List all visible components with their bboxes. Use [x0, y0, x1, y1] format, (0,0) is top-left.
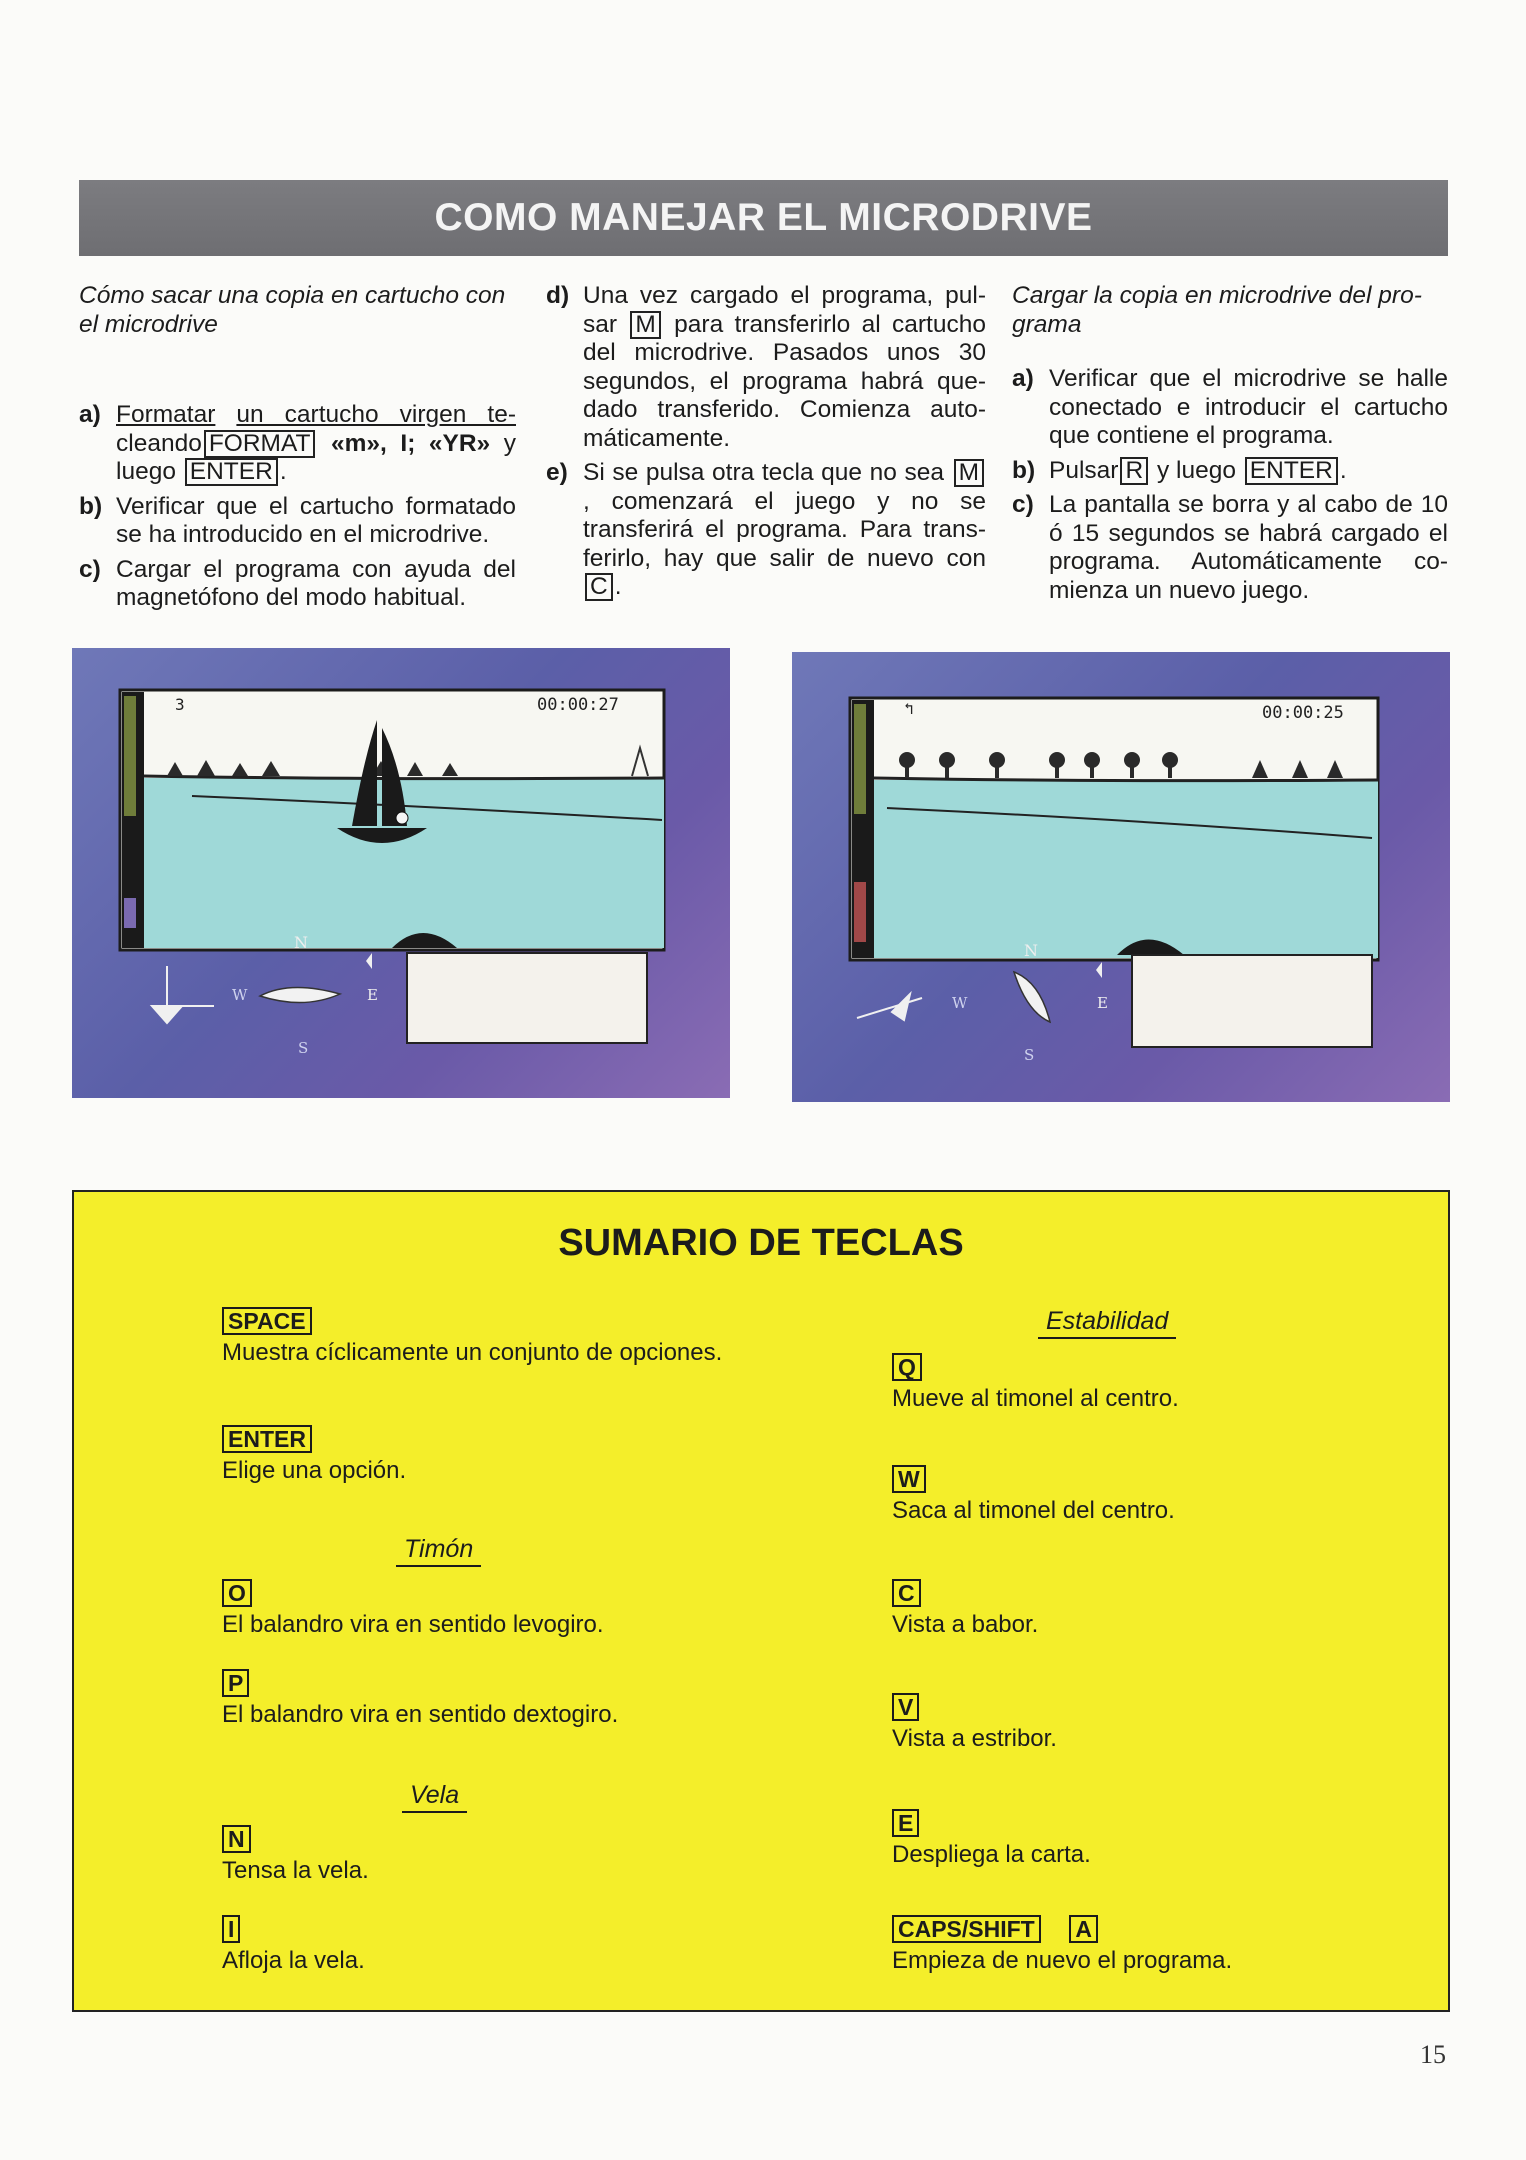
key-format: FORMAT: [204, 430, 316, 458]
compass-west: W: [232, 986, 248, 1004]
key-entry-p: P El balandro vira en sentido dextogiro.: [222, 1670, 619, 1728]
key-enter: ENTER: [1245, 457, 1338, 485]
column-transfer: [546, 282, 986, 602]
list-item-d: d) Una vez cargado el programa, pul-sar M para transferirlo al cartucho del microdrive. Pasados unos 30 segundos, el programa habrá que-dado transferido. Comienza auto-máticamente.: [546, 282, 986, 452]
title-bar: [79, 180, 1448, 256]
page-number: 15: [1420, 2040, 1446, 2069]
section-heading-estabilidad: Estabilidad: [1038, 1307, 1176, 1339]
section-heading-timon: Timón: [396, 1535, 481, 1567]
column-load-copy: [1012, 282, 1448, 605]
key-entry-e: E Despliega la carta.: [892, 1810, 1091, 1868]
list-item-a: a) Formatar un cartucho virgen te- cleando FORMAT «m», I; «YR» y luego ENTER .: [79, 401, 516, 485]
list-item-b: b) Verificar que el cartucho formatado se ha introducido en el microdrive.: [79, 492, 516, 548]
compass-north: N: [294, 933, 308, 952]
key-r: R: [1120, 457, 1148, 485]
key-entry-caps-shift-a: CAPS/SHIFT A Empieza de nuevo el programa.: [892, 1916, 1233, 1974]
key-entry-c: C Vista a babor.: [892, 1580, 1039, 1638]
key-entry-o: O El balandro vira en sentido levogiro.: [222, 1580, 604, 1638]
key-entry-space: SPACE Muestra cíclicamente un conjunto de opciones.: [222, 1308, 723, 1366]
key-entry-i: I Afloja la vela.: [222, 1916, 365, 1974]
key-m: M: [954, 459, 984, 487]
list-item-c: c) La pantalla se borra y al cabo de 10 ó 15 segundos se habrá cargado el programa. Automáticamente co-mienza un nuevo juego.: [1012, 491, 1448, 604]
compass-south: S: [1024, 1046, 1035, 1064]
list-item-c: c) Cargar el programa con ayuda del magnetófono del modo habitual.: [79, 555, 516, 611]
boat-heading-icon: [1014, 972, 1050, 1022]
column-subhead: Cargar la copia en microdrive del pro-grama: [1012, 282, 1422, 338]
message-panel: [1132, 955, 1372, 1047]
compass-south: S: [298, 1039, 309, 1057]
key-entry-enter: ENTER Elige una opción.: [222, 1426, 407, 1484]
section-heading-vela: Vela: [402, 1781, 467, 1813]
keys-summary-title: SUMARIO DE TECLAS: [558, 1222, 964, 1264]
compass-north: N: [1024, 941, 1038, 960]
compass-east: E: [367, 986, 378, 1004]
message-panel: [407, 953, 647, 1043]
compass-west: W: [952, 994, 968, 1012]
list-item-e: e) Si se pulsa otra tecla que no sea M, comenzará el juego y no se transferirá el programa. Para trans-ferirlo, hay que salir de nuevo con C .: [546, 459, 986, 600]
column-copy-to-cartridge: [79, 282, 516, 613]
game-screenshot-1: [72, 648, 730, 1098]
key-m: M: [630, 311, 660, 339]
column-subhead: Cómo sacar una copia en cartucho con el microdrive: [79, 282, 506, 338]
sea: [874, 780, 1378, 958]
key-entry-v: V Vista a estribor.: [892, 1694, 1057, 1752]
key-c: C: [585, 573, 613, 601]
lap-counter: ↰: [904, 699, 914, 718]
boat-heading-icon: [260, 987, 340, 1002]
rudder-indicator-icon: [1096, 962, 1102, 978]
game-scene: [72, 648, 730, 1098]
key-entry-q: Q Mueve al timonel al centro.: [892, 1354, 1179, 1412]
key-enter: ENTER: [185, 458, 278, 486]
list-item-b: b) Pulsar R y luego ENTER .: [1012, 456, 1347, 484]
page-title: COMO MANEJAR EL MICRODRIVE: [434, 196, 1093, 239]
race-timer: 00:00:27: [537, 695, 619, 715]
wind-vane-icon: [152, 966, 214, 1023]
lap-counter: 3: [175, 695, 185, 714]
key-entry-n: N Tensa la vela.: [222, 1826, 369, 1884]
game-scene: [792, 652, 1450, 1102]
race-timer: 00:00:25: [1262, 703, 1344, 723]
compass-east: E: [1097, 994, 1108, 1012]
rudder-indicator-icon: [366, 953, 372, 969]
keys-summary-box: [72, 1190, 1450, 2012]
wind-vane-icon: [857, 994, 922, 1020]
key-entry-w: W Saca al timonel del centro.: [892, 1466, 1175, 1524]
list-item-a: a) Verificar que el microdrive se halle conectado e introducir el cartucho que contiene el programa.: [1012, 365, 1448, 449]
game-screenshot-2: [792, 652, 1450, 1102]
